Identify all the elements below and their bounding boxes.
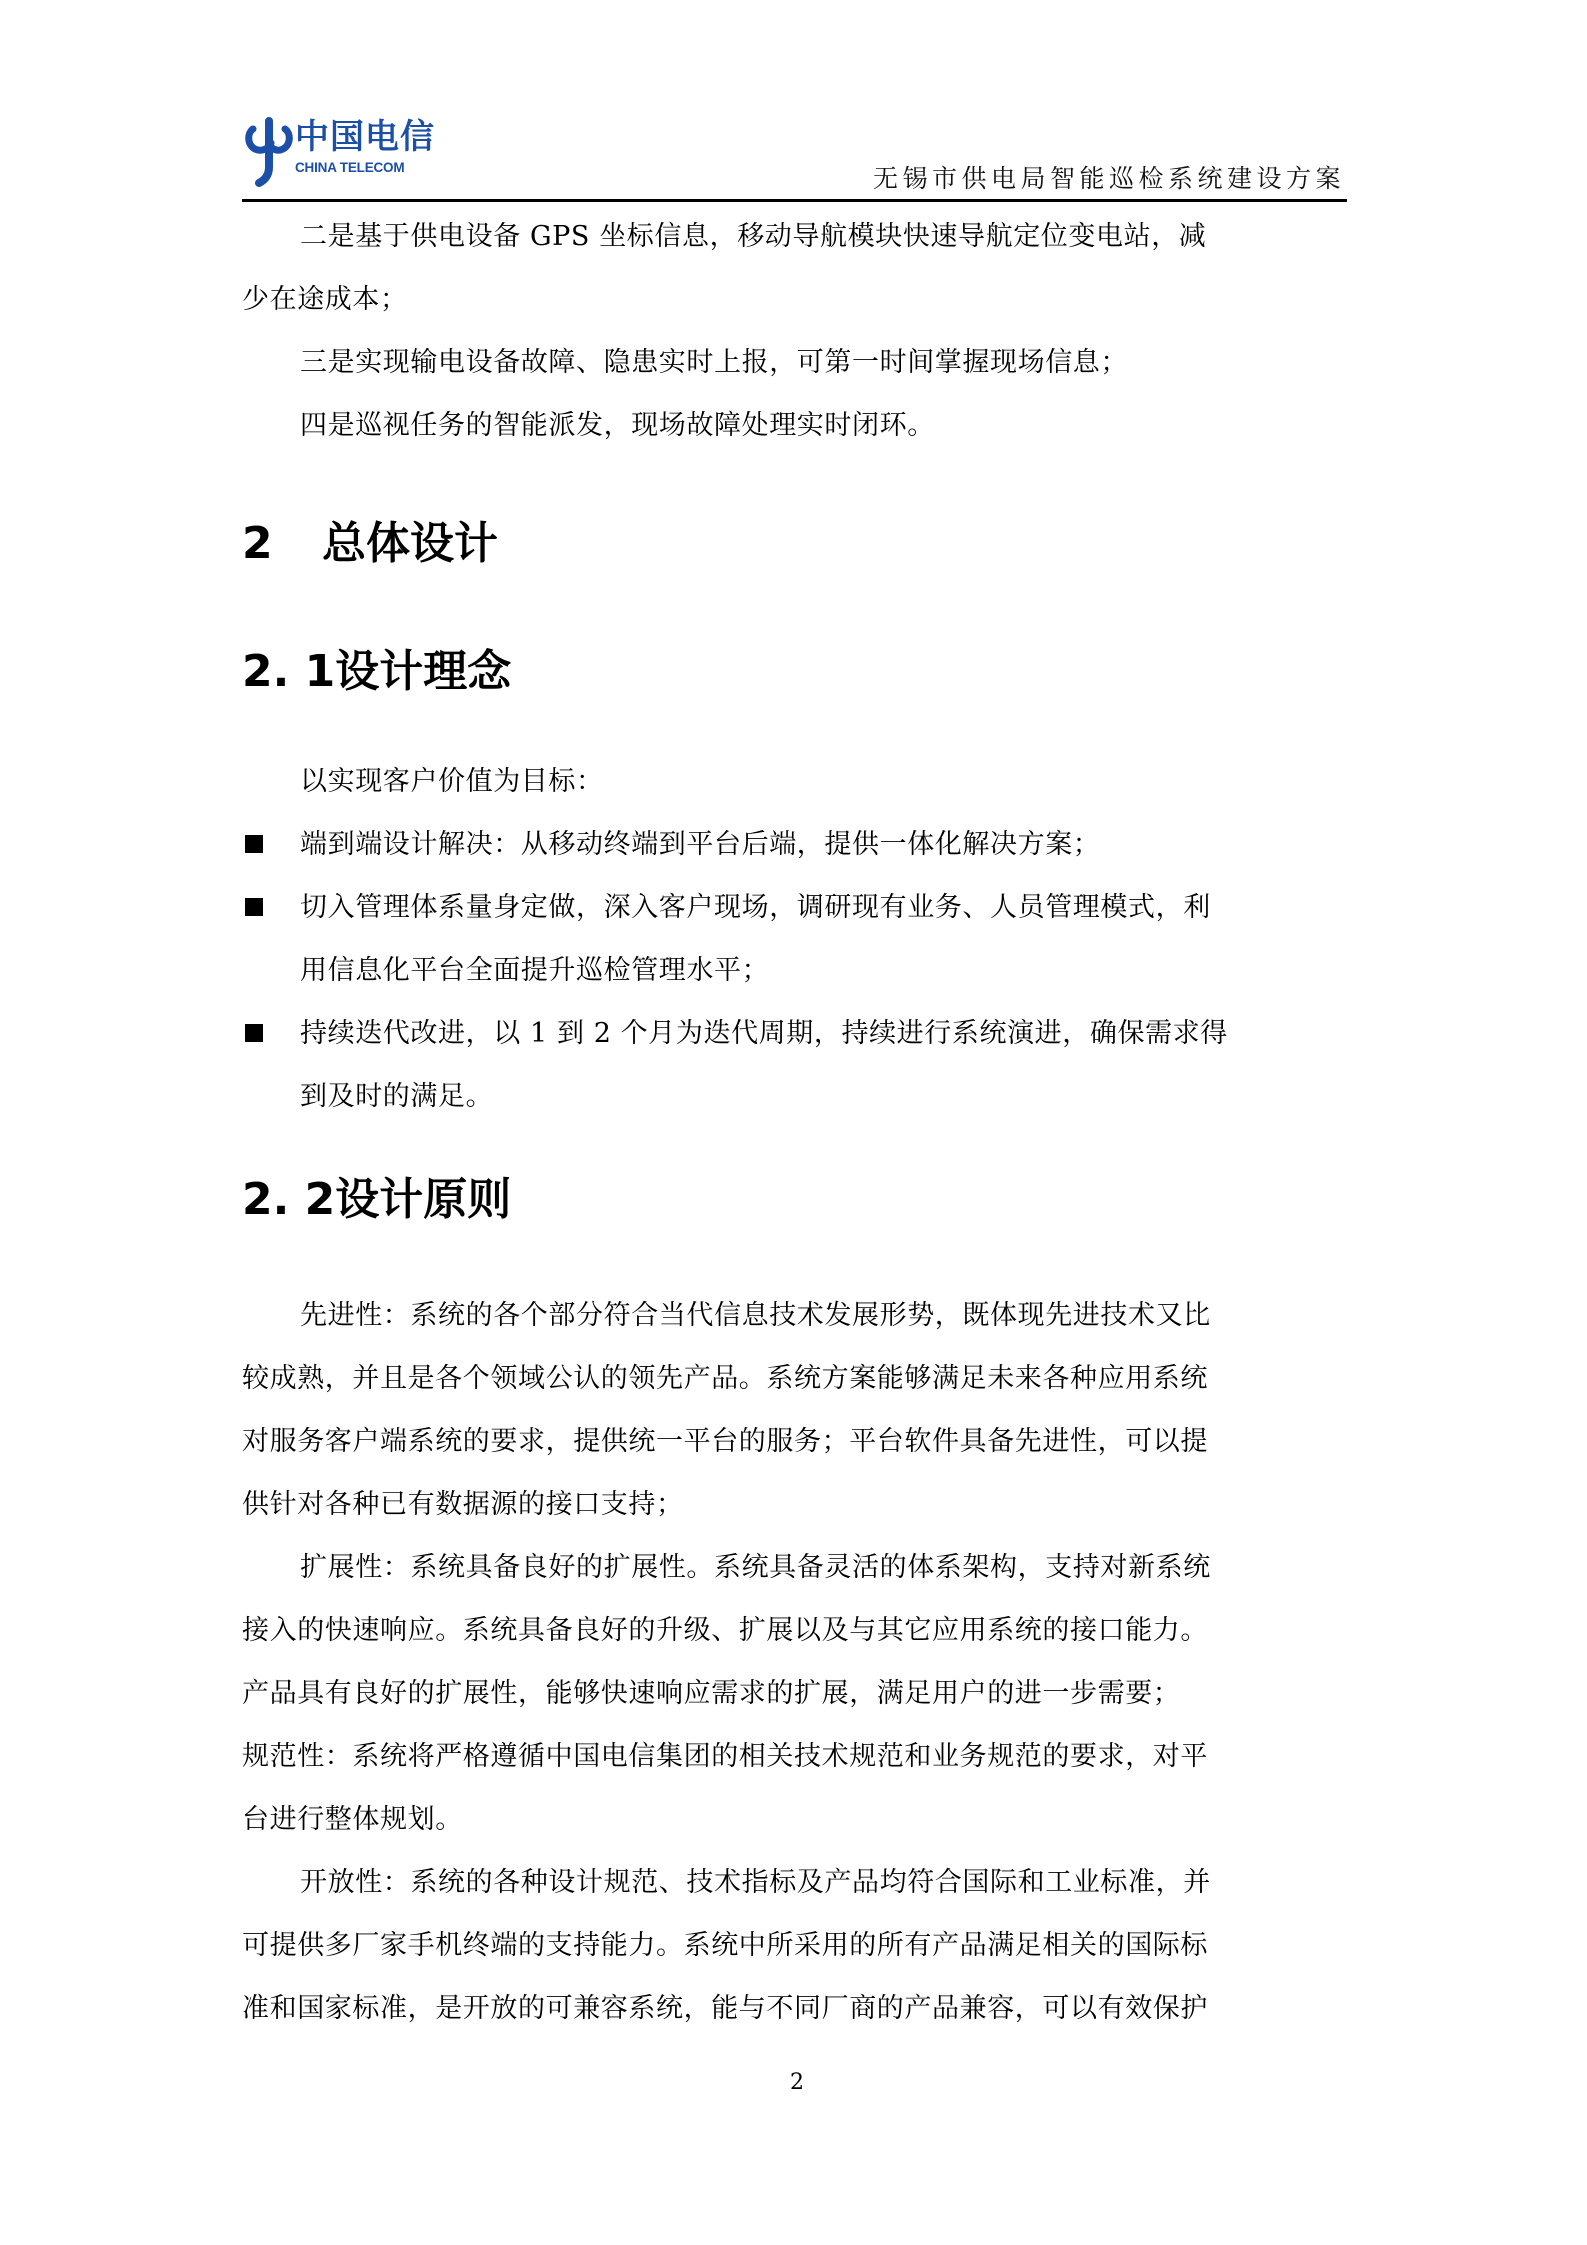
paragraph-line: 少在途成本； xyxy=(242,284,408,315)
square-bullet-icon xyxy=(245,898,263,916)
paragraph-line: 准和国家标准，是开放的可兼容系统，能与不同厂商的产品兼容，可以有效保护 xyxy=(242,1993,1208,2024)
paragraph-line: 扩展性：系统具备良好的扩展性。系统具备灵活的体系架构，支持对新系统 xyxy=(300,1552,1211,1583)
section-2-1-body xyxy=(242,750,1352,1128)
paragraph-line: 台进行整体规划。 xyxy=(242,1804,463,1835)
square-bullet-icon xyxy=(245,835,263,853)
page-number: 2 xyxy=(790,2070,804,2095)
bullet-line: 端到端设计解决：从移动终端到平台后端，提供一体化解决方案； xyxy=(300,829,1101,860)
section-number: 2 xyxy=(242,518,273,569)
china-telecom-logo-icon xyxy=(245,115,293,187)
bullet-line: 到及时的满足。 xyxy=(300,1081,494,1112)
document-title: 无锡市供电局智能巡检系统建设方案 xyxy=(872,164,1345,193)
paragraph-line: 可提供多厂家手机终端的支持能力。系统中所采用的所有产品满足相关的国际标 xyxy=(242,1930,1208,1961)
paragraph-line: 规范性：系统将严格遵循中国电信集团的相关技术规范和业务规范的要求，对平 xyxy=(242,1741,1208,1772)
section-title: 总体设计 xyxy=(322,518,498,569)
paragraph-line: 产品具有良好的扩展性，能够快速响应需求的扩展，满足用户的进一步需要； xyxy=(242,1678,1181,1709)
bullet-line: 持续迭代改进，以 1 到 2 个月为迭代周期，持续进行系统演进，确保需求得 xyxy=(300,1018,1228,1049)
paragraph-line: 开放性：系统的各种设计规范、技术指标及产品均符合国际和工业标准，并 xyxy=(300,1867,1211,1898)
intro-block xyxy=(242,205,1352,457)
paragraph-line: 三是实现输电设备故障、隐患实时上报，可第一时间掌握现场信息； xyxy=(300,347,1128,378)
bullet-item xyxy=(242,1002,1352,1128)
paragraph-line: 四是巡视任务的智能派发，现场故障处理实时闭环。 xyxy=(300,410,935,441)
section-heading-2-2: 2. 2设计原则 xyxy=(242,1174,512,1225)
logo-english-text: CHINA TELECOM xyxy=(295,160,405,175)
paragraph-line: 二是基于供电设备 GPS 坐标信息，移动导航模块快速导航定位变电站，减 xyxy=(300,221,1207,252)
paragraph-line: 接入的快速响应。系统具备良好的升级、扩展以及与其它应用系统的接口能力。 xyxy=(242,1615,1208,1646)
bullet-line: 用信息化平台全面提升巡检管理水平； xyxy=(300,955,770,986)
section-heading-2-1: 2. 1设计理念 xyxy=(242,646,512,697)
lead-text: 以实现客户价值为目标： xyxy=(300,766,604,797)
section-2-2-body xyxy=(242,1284,1352,2040)
section-heading-2 xyxy=(242,514,498,574)
paragraph-line: 较成熟，并且是各个领域公认的领先产品。系统方案能够满足未来各种应用系统 xyxy=(242,1363,1208,1394)
bullet-item xyxy=(242,813,1352,876)
china-telecom-logo xyxy=(245,115,460,187)
paragraph-line: 先进性：系统的各个部分符合当代信息技术发展形势，既体现先进技术又比 xyxy=(300,1300,1211,1331)
logo-chinese-text: 中国电信 xyxy=(295,117,435,157)
page-header xyxy=(242,112,1347,202)
header-divider xyxy=(242,199,1347,202)
bullet-line: 切入管理体系量身定做，深入客户现场，调研现有业务、人员管理模式，利 xyxy=(300,892,1211,923)
bullet-item xyxy=(242,876,1352,1002)
paragraph-line: 对服务客户端系统的要求，提供统一平台的服务；平台软件具备先进性，可以提 xyxy=(242,1426,1208,1457)
square-bullet-icon xyxy=(245,1024,263,1042)
paragraph-line: 供针对各种已有数据源的接口支持； xyxy=(242,1489,684,1520)
